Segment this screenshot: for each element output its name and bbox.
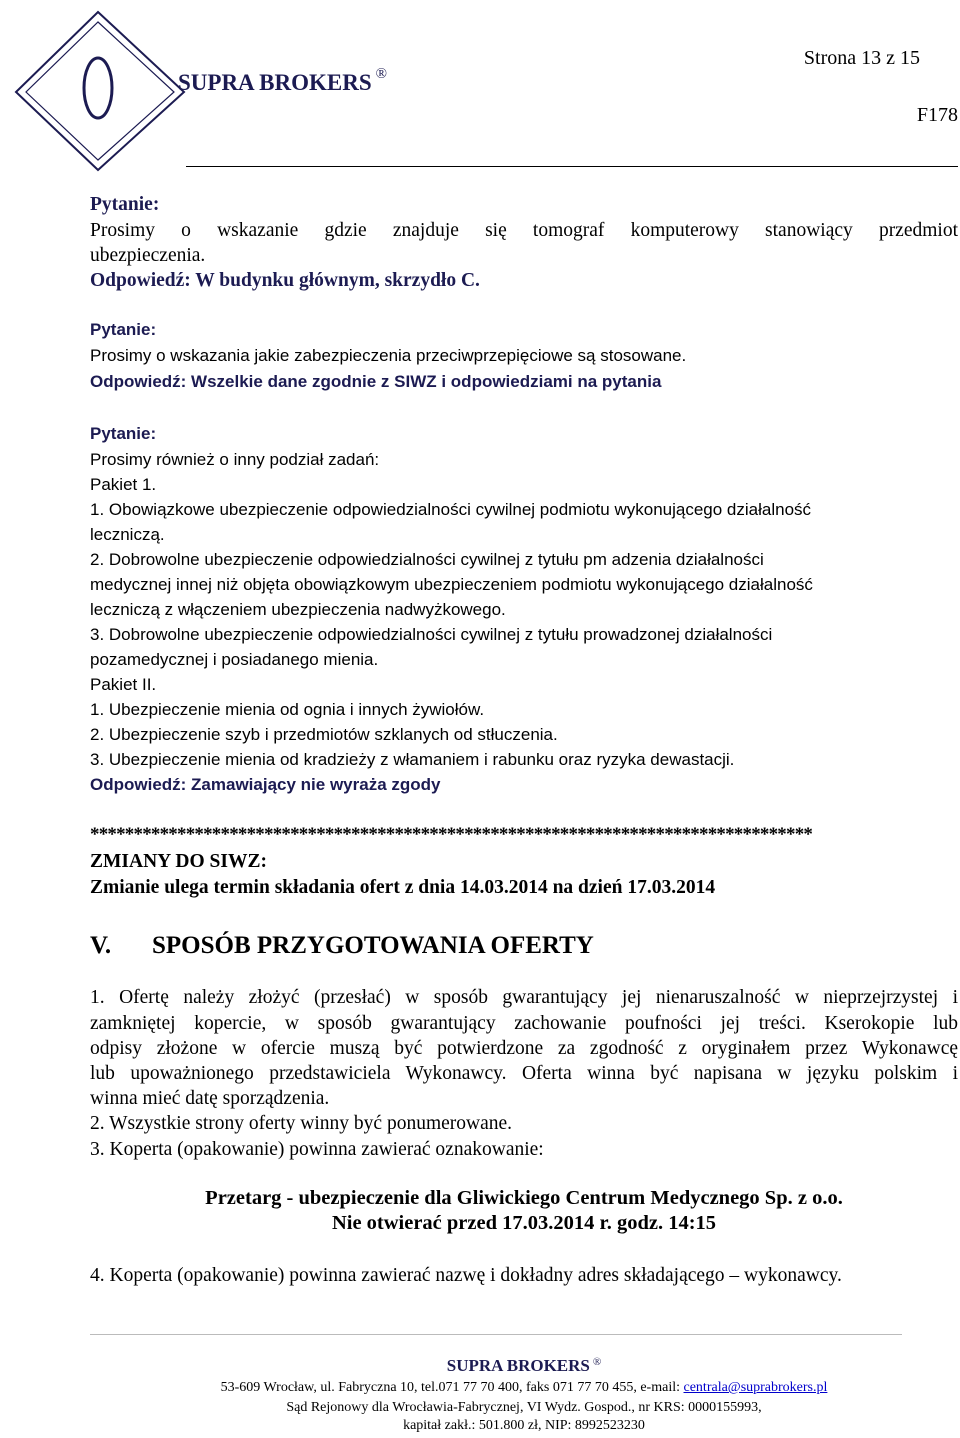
changes-text: Zmianie ulega termin składania ofert z dnia 14.03.2014 na dzień 17.03.2014 <box>90 877 716 898</box>
paragraph-line: odpisy złożone w ofercie muszą być potwierdzone za zgodność z oryginałem przez Wykonawcę <box>90 1038 958 1059</box>
question-text: 3. Ubezpieczenie mienia od kradzieży z włamaniem i rabunku oraz ryzyka dewastacji. <box>90 750 735 769</box>
list-item: 4. Koperta (opakowanie) powinna zawierać nazwę i dokładny adres składającego – wykonawcy. <box>90 1265 842 1286</box>
envelope-marking-date: Nie otwierać przed 17.03.2014 r. godz. 14:15 <box>331 1212 717 1234</box>
question-label: Pytanie: <box>90 320 157 339</box>
changes-heading: ZMIANY DO SIWZ: <box>90 851 267 872</box>
question-text: Pakiet 1. <box>90 475 157 494</box>
footer-divider <box>90 1334 902 1335</box>
brand-name: SUPRA BROKERS ® <box>178 66 388 95</box>
list-item: 3. Koperta (opakowanie) powinna zawierać oznakowanie: <box>90 1139 544 1160</box>
footer-court-info: Sąd Rejonowy dla Wrocławia-Fabrycznej, VI Wydz. Gospod., nr KRS: 0000155993, <box>286 1400 762 1415</box>
question-text: 1. Obowiązkowe ubezpieczenie odpowiedzialności cywilnej podmiotu wykonującego działalność <box>90 500 812 519</box>
question-label: Pytanie: <box>90 424 157 443</box>
list-item: 2. Wszystkie strony oferty winny być ponumerowane. <box>90 1113 513 1134</box>
footer-brand: SUPRA BROKERS ® <box>446 1356 602 1375</box>
question-text: Pakiet II. <box>90 675 157 694</box>
question-text: leczniczą z włączeniem ubezpieczenia nadwyżkowego. <box>90 600 506 619</box>
question-text: ubezpieczenia. <box>90 245 206 266</box>
question-text: 2. Ubezpieczenie szyb i przedmiotów szklanych od stłuczenia. <box>90 725 558 744</box>
question-text: 3. Dobrowolne ubezpieczenie odpowiedzialności cywilnej z tytułu prowadzonej działalności <box>90 625 773 644</box>
answer-text: Odpowiedź: W budynku głównym, skrzydło C. <box>90 270 480 291</box>
paragraph-line: 1. Ofertę należy złożyć (przesłać) w sposób gwarantujący jej nienaruszalność w nieprzejrzystej i <box>90 987 958 1008</box>
envelope-marking: Przetarg - ubezpieczenie dla Gliwickiego Centrum Medycznego Sp. z o.o. <box>205 1187 843 1209</box>
page-number: Strona 13 z 15 <box>803 47 920 69</box>
paragraph-line: zamkniętej kopercie, w sposób gwarantujący zachowanie poufności jej treści. Kserokopie lub <box>90 1013 958 1034</box>
company-logo <box>10 8 190 174</box>
footer-capital-info: kapitał zakł.: 501.800 zł, NIP: 8992523230 <box>403 1418 645 1433</box>
answer-text: Odpowiedź: Wszelkie dane zgodnie z SIWZ i odpowiedziami na pytania <box>90 372 662 391</box>
question-text: Prosimy również o inny podział zadań: <box>90 450 380 469</box>
answer-text: Odpowiedź: Zamawiający nie wyraża zgody <box>90 775 441 794</box>
question-text: 1. Ubezpieczenie mienia od ognia i innych żywiołów. <box>90 700 485 719</box>
header-divider <box>186 166 958 167</box>
separator-line: *********************************************************************************** <box>90 824 813 845</box>
footer-address: 53-609 Wrocław, ul. Fabryczna 10, tel.071 77 70 400, faks 071 77 70 455, e-mail: centrala@suprabrokers.pl <box>220 1380 828 1395</box>
question-text: Prosimy o wskazanie gdzie znajduje się tomograf komputerowy stanowiący przedmiot <box>90 220 958 241</box>
paragraph-line: winna mieć datę sporządzenia. <box>90 1088 330 1109</box>
question-label: Pytanie: <box>90 194 160 215</box>
footer-email-link[interactable]: centrala@suprabrokers.pl <box>683 1380 828 1395</box>
question-text: Prosimy o wskazania jakie zabezpieczenia przeciwprzepięciowe są stosowane. <box>90 346 687 365</box>
question-text: 2. Dobrowolne ubezpieczenie odpowiedzialności cywilnej z tytułu pm adzenia działalności <box>90 550 764 569</box>
paragraph-line: lub upoważnionego przedstawiciela Wykonawcy. Oferta winna być napisana w języku polskim i <box>90 1063 958 1084</box>
question-text: pozamedycznej i posiadanego mienia. <box>90 650 379 669</box>
document-code: F178 <box>916 104 958 126</box>
question-text: leczniczą. <box>90 525 165 544</box>
section-heading: V. SPOSÓB PRZYGOTOWANIA OFERTY <box>90 932 594 959</box>
question-text: medycznej innej niż objęta obowiązkowym ubezpieczeniem podmiotu wykonującego działalność <box>90 575 813 594</box>
